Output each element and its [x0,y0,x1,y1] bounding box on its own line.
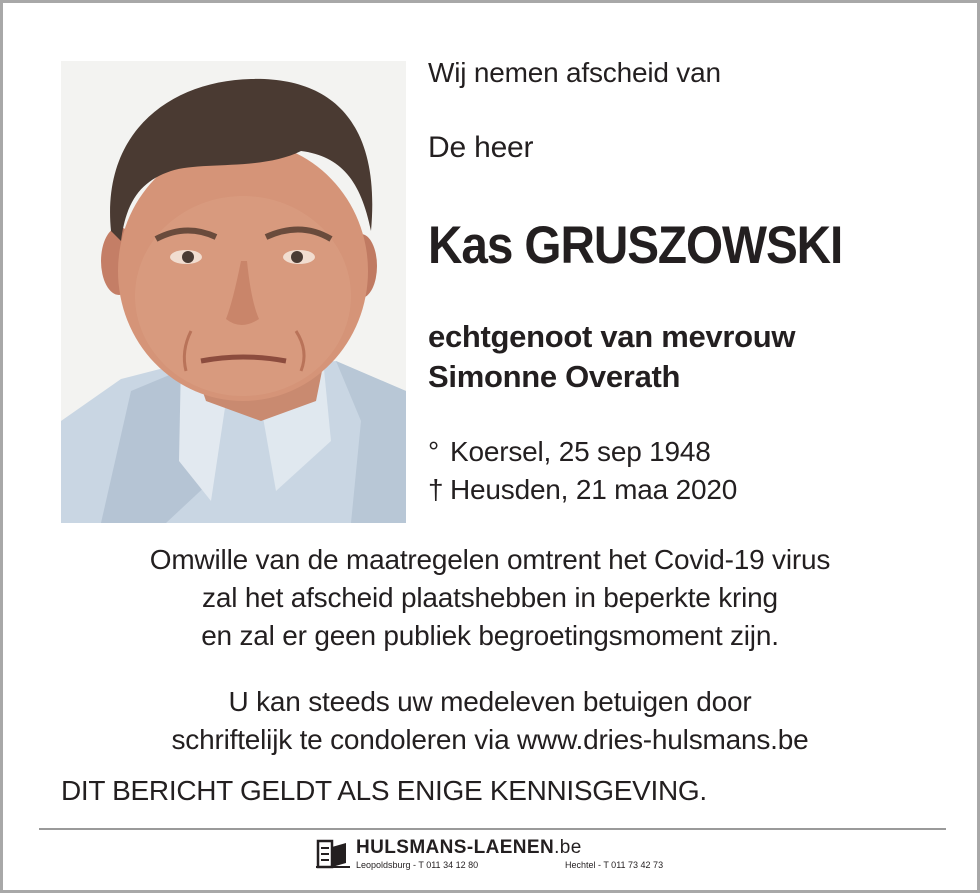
condolence-line: U kan steeds uw medeleven betuigen door [228,686,752,717]
condolence-line: schriftelijk te condoleren via www.dries-hulsmans.be [171,724,809,755]
cross-icon: † [428,474,444,505]
spouse-line-1: echtgenoot van mevrouw [428,319,796,354]
portrait-photo [61,61,406,523]
funeral-home-logo-icon [316,839,350,874]
spouse-block [428,317,795,397]
birth-symbol: ° [428,436,439,467]
brand-tld: .be [554,837,582,858]
official-notice: DIT BERICHT GELDT ALS ENIGE KENNISGEVING. [61,775,707,806]
covid-notice [3,541,977,655]
location-hechtel: Hechtel - T 011 73 42 73 [565,860,664,870]
death-line [428,471,737,509]
notice-line: en zal er geen publiek begroetingsmoment zijn. [201,620,779,651]
death-date: Heusden, 21 maa 2020 [450,474,738,505]
funeral-home-name [356,837,582,859]
intro-text: Wij nemen afscheid van [428,57,721,88]
brand-name: HULSMANS-LAENEN [356,837,555,858]
spouse-name: Simonne Overath [428,359,681,394]
notice-line: zal het afscheid plaatshebben in beperkte kring [202,582,778,613]
notice-line: Omwille van de maatregelen omtrent het Covid-19 virus [149,544,831,575]
honorific: De heer [428,131,534,164]
condolence-notice [3,683,977,759]
footer-divider [39,828,946,830]
location-leopoldsburg: Leopoldsburg - T 011 34 12 80 [356,860,479,870]
birth-line [428,433,737,471]
birth-date: Koersel, 25 sep 1948 [450,436,711,467]
deceased-name: Kas GRUSZOWSKI [428,216,843,275]
life-dates [428,433,737,509]
